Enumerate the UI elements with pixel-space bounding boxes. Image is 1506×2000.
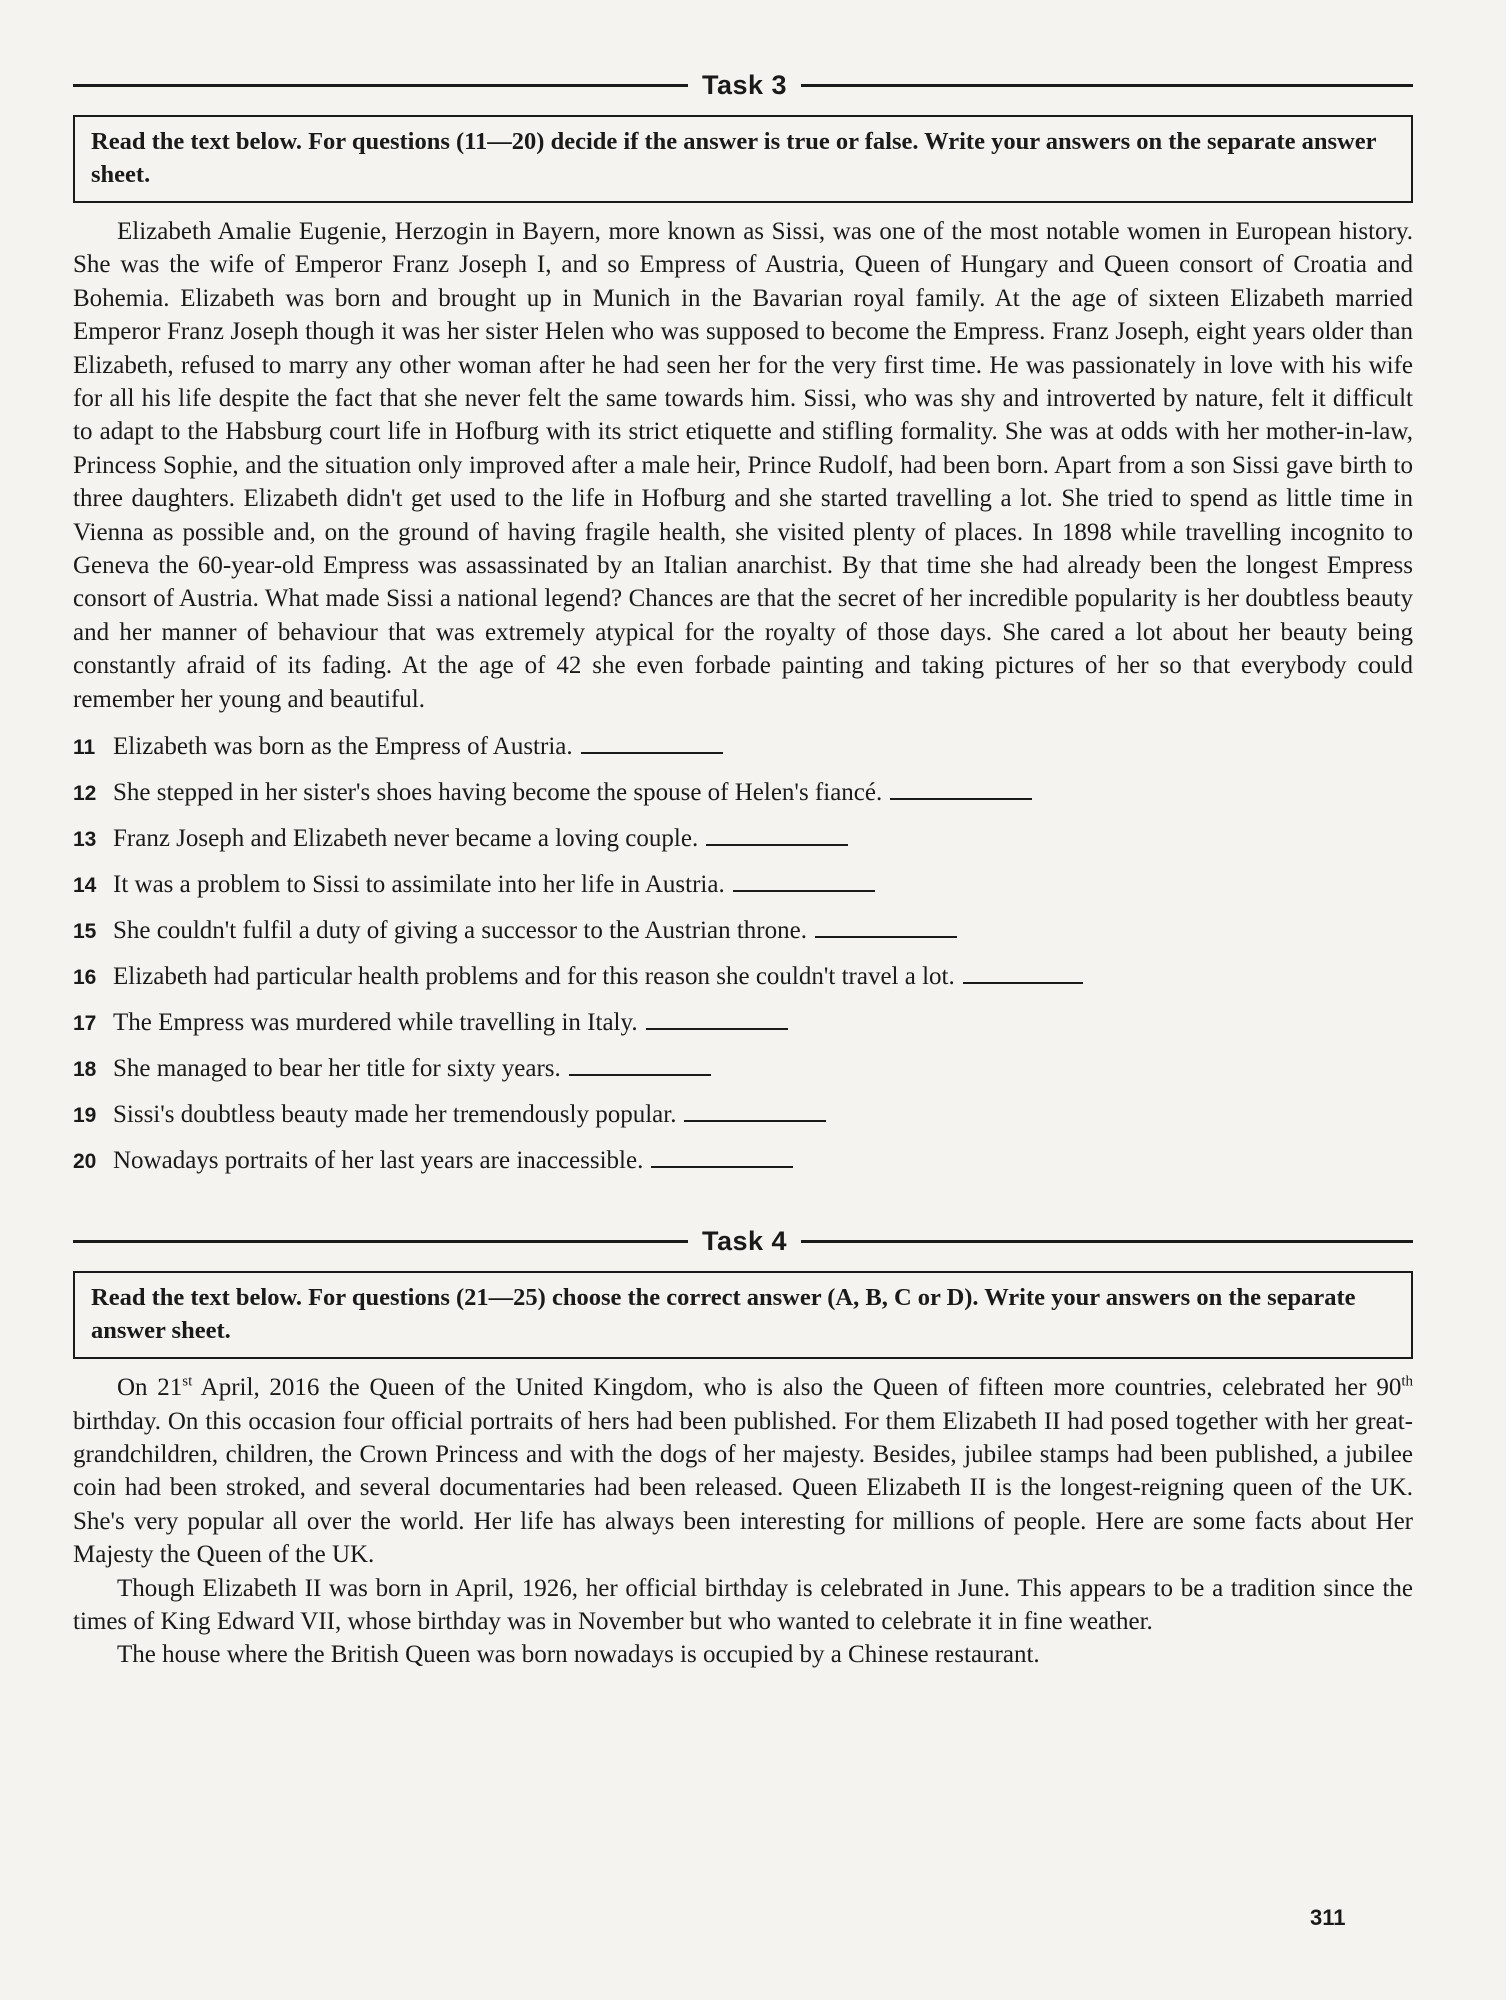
page-number: 311: [1310, 1905, 1346, 1930]
answer-blank[interactable]: [815, 936, 957, 938]
answer-blank[interactable]: [706, 844, 848, 846]
heading-rule: [73, 1240, 688, 1243]
answer-blank[interactable]: [651, 1166, 793, 1168]
answer-blank[interactable]: [646, 1028, 788, 1030]
task4-paragraph-3: The house where the British Queen was born nowadays is occupied by a Chinese restaurant.: [117, 1641, 1040, 1669]
question-text: She stepped in her sister's shoes having become the spouse of Helen's fiancé.: [113, 779, 883, 807]
superscript: st: [182, 1373, 193, 1390]
question-text: Nowadays portraits of her last years are inaccessible.: [113, 1147, 644, 1175]
question-number: 15: [73, 920, 97, 944]
question-number: 20: [73, 1150, 97, 1174]
question-text: Elizabeth had particular health problems and for this reason she couldn't travel a lot.: [113, 963, 955, 991]
question-item: [73, 1046, 1413, 1092]
task3-heading: [73, 70, 1413, 101]
task3-title: Task 3: [702, 70, 788, 100]
task4-paragraph-1: [73, 1371, 1413, 1571]
question-number: 16: [73, 966, 97, 990]
question-number: 14: [73, 874, 97, 898]
task4-paragraph-2: Though Elizabeth II was born in April, 1926, her official birthday is celebrated in June. This appears to be a tradition since the times of King Edward VII, whose birthday was in November but who wanted to celebrate it in fine weather.: [73, 1574, 1413, 1635]
task4-passage: [73, 1371, 1413, 1672]
task3-questions: [73, 724, 1413, 1184]
question-number: 19: [73, 1104, 97, 1128]
question-number: 12: [73, 782, 97, 806]
question-text: She managed to bear her title for sixty years.: [113, 1055, 561, 1083]
question-text: It was a problem to Sissi to assimilate into her life in Austria.: [113, 871, 725, 899]
answer-blank[interactable]: [581, 752, 723, 754]
worksheet-page: [73, 70, 1413, 1672]
text-run: On 21: [117, 1374, 183, 1402]
task3-passage-text: Elizabeth Amalie Eugenie, Herzogin in Bayern, more known as Sissi, was one of the most notable women in European history. She was the wife of Emperor Franz Joseph I, and so Empress of Austria, Queen of Hungary and Queen consort of Croatia and Bohemia. Elizabeth was born and brought up in Munich in the Bavarian royal family. At the age of sixteen Elizabeth married Emperor Franz Joseph though it was her sister Helen who was supposed to become the Empress. Franz Joseph, eight years older than Elizabeth, refused to marry any other woman after he had seen her for the very first time. He was passionately in love with his wife for all his life despite the fact that she never felt the same towards him. Sissi, who was shy and introverted by nature, felt it difficult to adapt to the Habsburg court life in Hofburg with its strict etiquette and stifling formality. She was at odds with her mother-in-law, Princess Sophie, and the situation only improved after a male heir, Prince Rudolf, had been born. Apart from a son Sissi gave birth to three daughters. Elizabeth didn't get used to the life in Hofburg and she started travelling a lot. She tried to spend as little time in Vienna as possible and, on the ground of having fragile health, she visited plenty of places. In 1898 while travelling incognito to Geneva the 60-year-old Empress was assassinated by an Italian anarchist. By that time she had already been the longest Empress consort of Austria. What made Sissi a national legend? Chances are that the secret of her incredible popularity is her doubtless beauty and her manner of behaviour that was extremely atypical for the royalty of those days. She cared a lot about her beauty being constantly afraid of its fading. At the age of 42 she even forbade painting and taking pictures of her so that everybody could remember her young and beautiful.: [73, 218, 1413, 713]
answer-blank[interactable]: [684, 1120, 826, 1122]
question-number: 18: [73, 1058, 97, 1082]
question-item: [73, 1000, 1413, 1046]
text-run: birthday. On this occasion four official portraits of hers had been published. For them Elizabeth II had posed together with her great-grandchildren, children, the Crown Princess and with the dogs of her majesty. Besides, jubilee stamps had been published, a jubilee coin had been stroked, and several documentaries had been released. Queen Elizabeth II is the longest-reigning queen of the UK. She's very popular all over the world. Her life has always been interesting for millions of people. Here are some facts about Her Majesty the Queen of the UK.: [73, 1407, 1413, 1569]
task3-passage: [73, 215, 1413, 716]
question-item: [73, 724, 1413, 770]
task4-section: [73, 1226, 1413, 1672]
answer-blank[interactable]: [890, 798, 1032, 800]
question-text: She couldn't fulfil a duty of giving a successor to the Austrian throne.: [113, 917, 807, 945]
question-text: The Empress was murdered while travelling in Italy.: [113, 1009, 638, 1037]
answer-blank[interactable]: [569, 1074, 711, 1076]
task3-instructions: Read the text below. For questions (11—20) decide if the answer is true or false. Write your answers on the separate answer sheet.: [73, 115, 1413, 203]
question-text: Elizabeth was born as the Empress of Austria.: [113, 733, 573, 761]
question-item: [73, 862, 1413, 908]
answer-blank[interactable]: [733, 890, 875, 892]
question-number: 13: [73, 828, 97, 852]
task4-title: Task 4: [702, 1226, 788, 1257]
question-item: [73, 1138, 1413, 1184]
question-text: Sissi's doubtless beauty made her tremendously popular.: [113, 1101, 677, 1129]
question-item: [73, 1092, 1413, 1138]
question-item: [73, 816, 1413, 862]
task4-instructions: Read the text below. For questions (21—25) choose the correct answer (A, B, C or D). Write your answers on the separate answer sheet.: [73, 1271, 1413, 1359]
answer-blank[interactable]: [963, 982, 1083, 984]
question-item: [73, 954, 1413, 1000]
heading-rule: [801, 1240, 1413, 1243]
superscript: th: [1401, 1373, 1413, 1390]
question-text: Franz Joseph and Elizabeth never became a loving couple.: [113, 825, 699, 853]
text-run: April, 2016 the Queen of the United Kingdom, who is also the Queen of fifteen more countries, celebrated her 90: [192, 1374, 1402, 1402]
question-item: [73, 770, 1413, 816]
question-number: 11: [73, 736, 96, 760]
task4-heading: [73, 1226, 1413, 1257]
heading-rule: [801, 84, 1413, 87]
question-number: 17: [73, 1012, 97, 1036]
heading-rule: [73, 84, 688, 87]
question-item: [73, 908, 1413, 954]
